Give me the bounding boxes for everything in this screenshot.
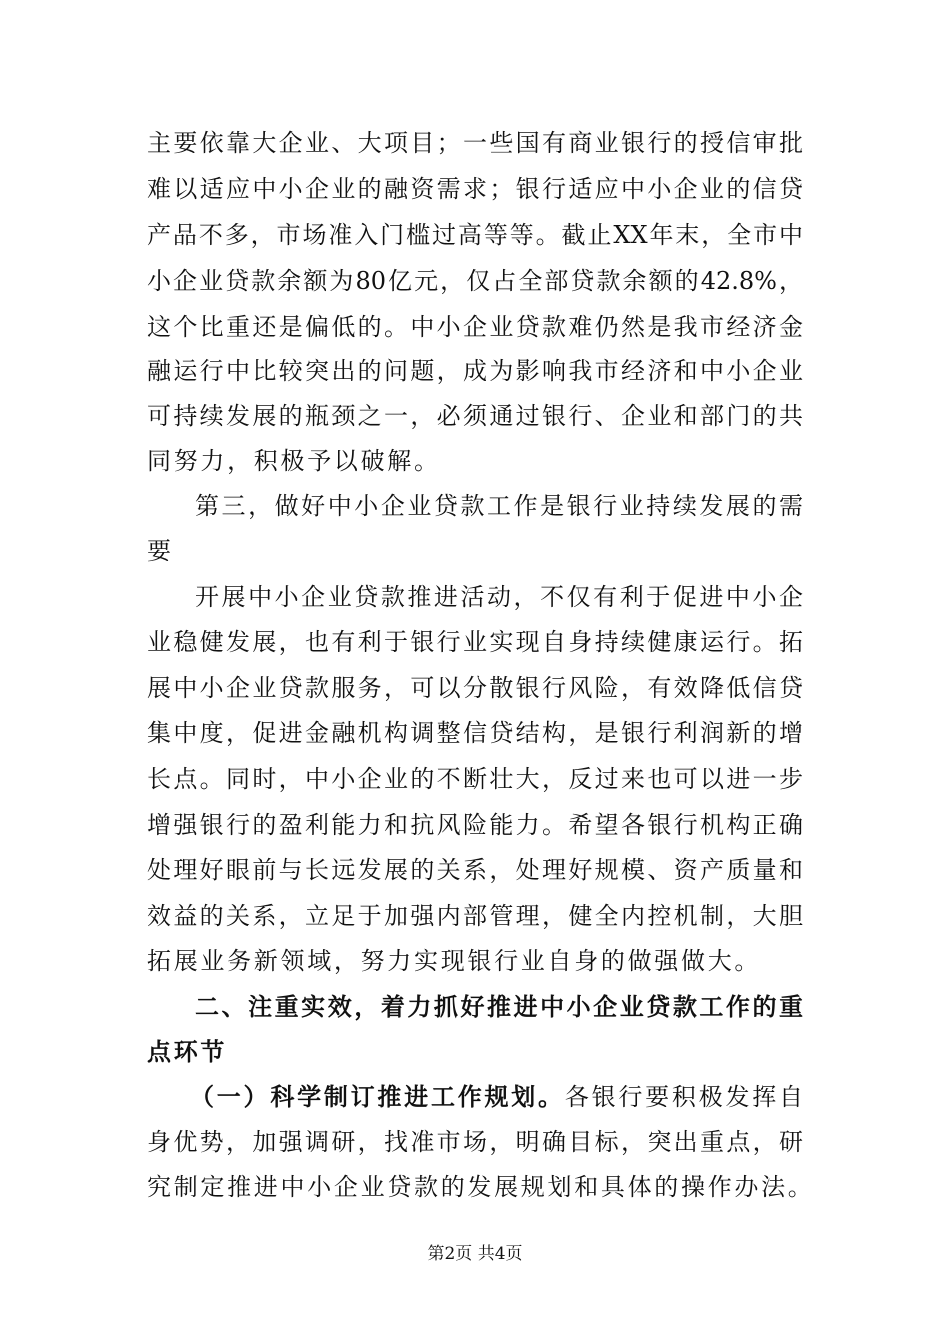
subsection-title: （一）科学制订推进工作规划。 xyxy=(190,1083,565,1111)
paragraph-line: 究制定推进中小企业贷款的发展规划和具体的操作办法。 xyxy=(147,1173,815,1201)
paragraph-line: 可持续发展的瓶颈之一，必须通过银行、企业和部门的共 xyxy=(147,402,803,430)
paragraph-line: 拓展业务新领域，努力实现银行业自身的做强做大。 xyxy=(147,947,762,975)
page-footer: 第2页 共4页 xyxy=(427,1244,523,1264)
paragraph-line: 融运行中比较突出的问题，成为影响我市经济和中小企业 xyxy=(147,357,803,385)
section-heading-line: 二、注重实效，着力抓好推进中小企业贷款工作的重 xyxy=(195,993,803,1021)
section-heading-line: 第三，做好中小企业贷款工作是银行业持续发展的需 xyxy=(195,492,803,520)
paragraph-text: 各银行要积极发挥自 xyxy=(564,1083,804,1111)
paragraph-line: 身优势，加强调研，找准市场，明确目标，突出重点，研 xyxy=(147,1128,803,1156)
paragraph-line: 业稳健发展，也有利于银行业实现自身持续健康运行。拓 xyxy=(147,628,803,656)
paragraph-line: 难以适应中小企业的融资需求；银行适应中小企业的信贷 xyxy=(147,175,803,203)
paragraph-line: 同努力，积极予以破解。 xyxy=(147,447,441,475)
paragraph-line: 这个比重还是偏低的。中小企业贷款难仍然是我市经济金 xyxy=(147,313,803,341)
paragraph-line: 集中度，促进金融机构调整信贷结构，是银行利润新的增 xyxy=(147,719,803,747)
paragraph-line: 展中小企业贷款服务，可以分散银行风险，有效降低信贷 xyxy=(147,674,803,702)
paragraph-line: 产品不多，市场准入门槛过高等等。截止XX年末，全市中 xyxy=(147,221,803,249)
paragraph-line xyxy=(190,1082,803,1112)
section-heading-line: 要 xyxy=(147,537,174,565)
paragraph-line: 开展中小企业贷款推进活动，不仅有利于促进中小企 xyxy=(195,583,803,611)
section-heading-line: 点环节 xyxy=(147,1038,228,1066)
paragraph-line: 长点。同时，中小企业的不断壮大，反过来也可以进一步 xyxy=(147,765,803,793)
paragraph-line: 主要依靠大企业、大项目；一些国有商业银行的授信审批 xyxy=(147,129,803,157)
paragraph-line: 处理好眼前与长远发展的关系，处理好规模、资产质量和 xyxy=(147,856,803,884)
paragraph-line: 增强银行的盈利能力和抗风险能力。希望各银行机构正确 xyxy=(147,811,803,839)
paragraph-line: 小企业贷款余额为80亿元，仅占全部贷款余额的42.8%， xyxy=(147,267,803,295)
paragraph-line: 效益的关系，立足于加强内部管理，健全内控机制，大胆 xyxy=(147,902,803,930)
